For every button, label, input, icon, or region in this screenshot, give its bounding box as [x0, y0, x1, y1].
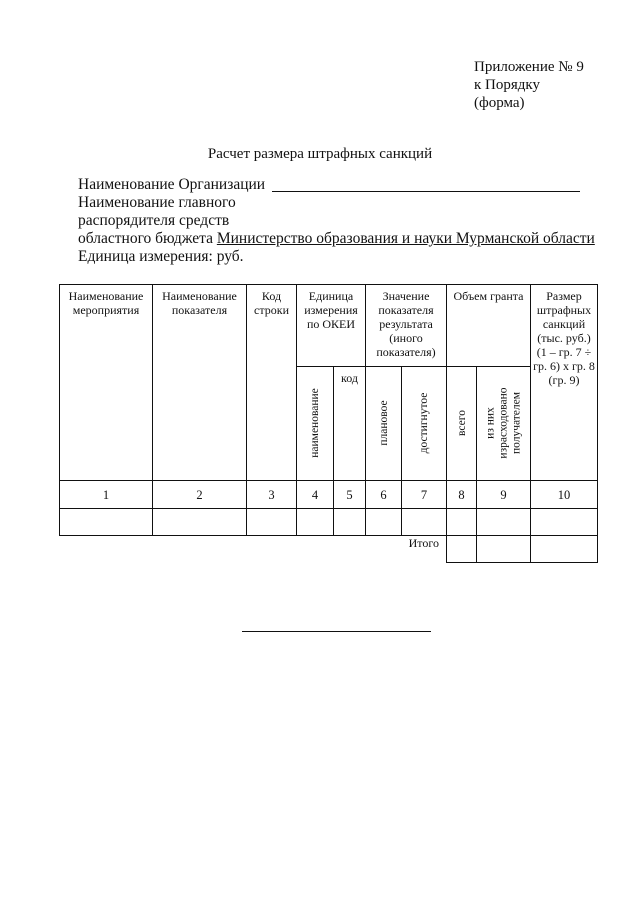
table-cell[interactable] — [366, 509, 402, 536]
column-number: 1 — [60, 481, 153, 509]
table-row — [60, 509, 598, 536]
column-number: 9 — [477, 481, 531, 509]
table-cell[interactable] — [447, 509, 477, 536]
table-cell[interactable] — [477, 509, 531, 536]
footer-separator-line — [242, 631, 431, 632]
main-manager-label-2: распорядителя средств — [78, 212, 230, 229]
header-value-fact: достигнутое — [402, 367, 447, 481]
header-value: Значение показателя результата (иного показателя) — [366, 285, 447, 367]
column-number: 10 — [531, 481, 598, 509]
header-event: Наименование мероприятия — [60, 285, 153, 481]
column-number: 2 — [153, 481, 247, 509]
table-cell[interactable] — [297, 509, 334, 536]
column-number: 4 — [297, 481, 334, 509]
penalty-calculation-table — [59, 284, 598, 563]
budget-label: областного бюджета — [78, 230, 213, 247]
column-number: 7 — [402, 481, 447, 509]
table-cell[interactable] — [402, 509, 447, 536]
ministry-name: Министерство образования и науки Мурманской области — [216, 230, 595, 247]
column-number: 3 — [247, 481, 297, 509]
column-number: 5 — [334, 481, 366, 509]
header-unit-name: наименование — [297, 367, 334, 481]
appendix-reference: к Порядку — [474, 77, 540, 93]
total-row — [60, 536, 598, 563]
table-cell[interactable] — [531, 509, 598, 536]
header-row-code: Код строки — [247, 285, 297, 481]
document-title: Расчет размера штрафных санкций — [207, 146, 433, 162]
header-unit: Единица измерения по ОКЕИ — [297, 285, 366, 367]
column-number: 8 — [447, 481, 477, 509]
total-grant-cell[interactable] — [447, 536, 477, 563]
header-grant: Объем гранта — [447, 285, 531, 367]
main-manager-label-1: Наименование главного — [78, 194, 236, 211]
appendix-form-note: (форма) — [474, 95, 525, 111]
appendix-block — [474, 58, 584, 112]
header-unit-code: код — [334, 367, 366, 481]
organization-label: Наименование Организации — [78, 176, 266, 193]
unit-of-measure: Единица измерения: руб. — [78, 248, 244, 265]
header-penalty: Размер штрафных санкций (тыс. руб.) (1 – гр. 7 ÷ гр. 6) х гр. 8 (гр. 9) — [531, 285, 598, 481]
header-indicator: Наименование показателя — [153, 285, 247, 481]
total-label: Итого — [402, 536, 447, 563]
organization-blank-line — [272, 191, 580, 192]
header-value-plan: плановое — [366, 367, 402, 481]
total-penalty-cell[interactable] — [531, 536, 598, 563]
column-number: 6 — [366, 481, 402, 509]
table-cell[interactable] — [247, 509, 297, 536]
table-cell[interactable] — [334, 509, 366, 536]
appendix-number: Приложение № 9 — [474, 59, 584, 75]
total-spent-cell[interactable] — [477, 536, 531, 563]
header-grant-total: всего — [447, 367, 477, 481]
header-grant-spent: из них израсходовано получателем — [477, 367, 531, 481]
budget-line — [78, 230, 595, 247]
table-cell[interactable] — [60, 509, 153, 536]
table-cell[interactable] — [153, 509, 247, 536]
